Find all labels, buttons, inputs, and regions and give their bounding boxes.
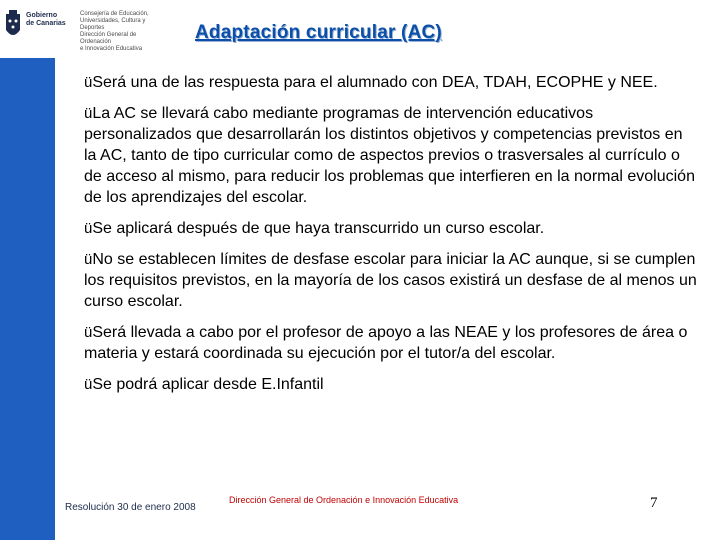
coat-of-arms-icon [4,10,22,44]
checkmark-icon: ü [84,74,93,91]
list-item: üLa AC se llevará cabo mediante programas de intervención educativos personalizados que desarrollarán los distintos objetivos y competencias previstos en la AC, tanto de tipo curricular como de aspectos previos o trasversales al currículo o de acceso al mismo, para reducir los problemas que interfieren en la normal evolución de los aprendizajes del escolar. [84,105,695,206]
checkmark-icon: ü [84,324,93,341]
government-name: Gobierno de Canarias [26,12,66,27]
list-item: üSerá llevada a cabo por el profesor de apoyo a las NEAE y los profesores de área o materia y estará coordinada su ejecución por el tutor/a del escolar. [84,324,688,362]
department-name: Consejería de Educación, Universidades, Cultura y Deportes Dirección General de Ordenación e Innovación Educativa [80,11,149,52]
footer-resolution: Resolución 30 de enero 2008 [65,502,196,513]
government-logo [4,8,154,52]
page-title: Adaptación curricular (AC) [195,22,442,43]
list-item: üSerá una de las respuesta para el alumnado con DEA, TDAH, ECOPHE y NEE. [84,74,658,91]
list-item: üNo se establecen límites de desfase escolar para iniciar la AC aunque, si se cumplen los requisitos previstos, en la mayoría de los casos existirá un desfase de al menos un curso escolar. [84,251,697,310]
checkmark-icon: ü [84,220,93,237]
checkmark-icon: ü [84,251,93,268]
bullet-list [84,72,699,405]
footer-directorate: Dirección General de Ordenación e Innovación Educativa [229,495,459,505]
sidebar-accent-bar [0,58,55,540]
checkmark-icon: ü [84,376,93,393]
list-item: üSe aplicará después de que haya transcurrido un curso escolar. [84,220,545,237]
checkmark-icon: ü [84,105,93,122]
list-item: üSe podrá aplicar desde E.Infantil [84,376,324,393]
page-number: 7 [650,495,658,511]
